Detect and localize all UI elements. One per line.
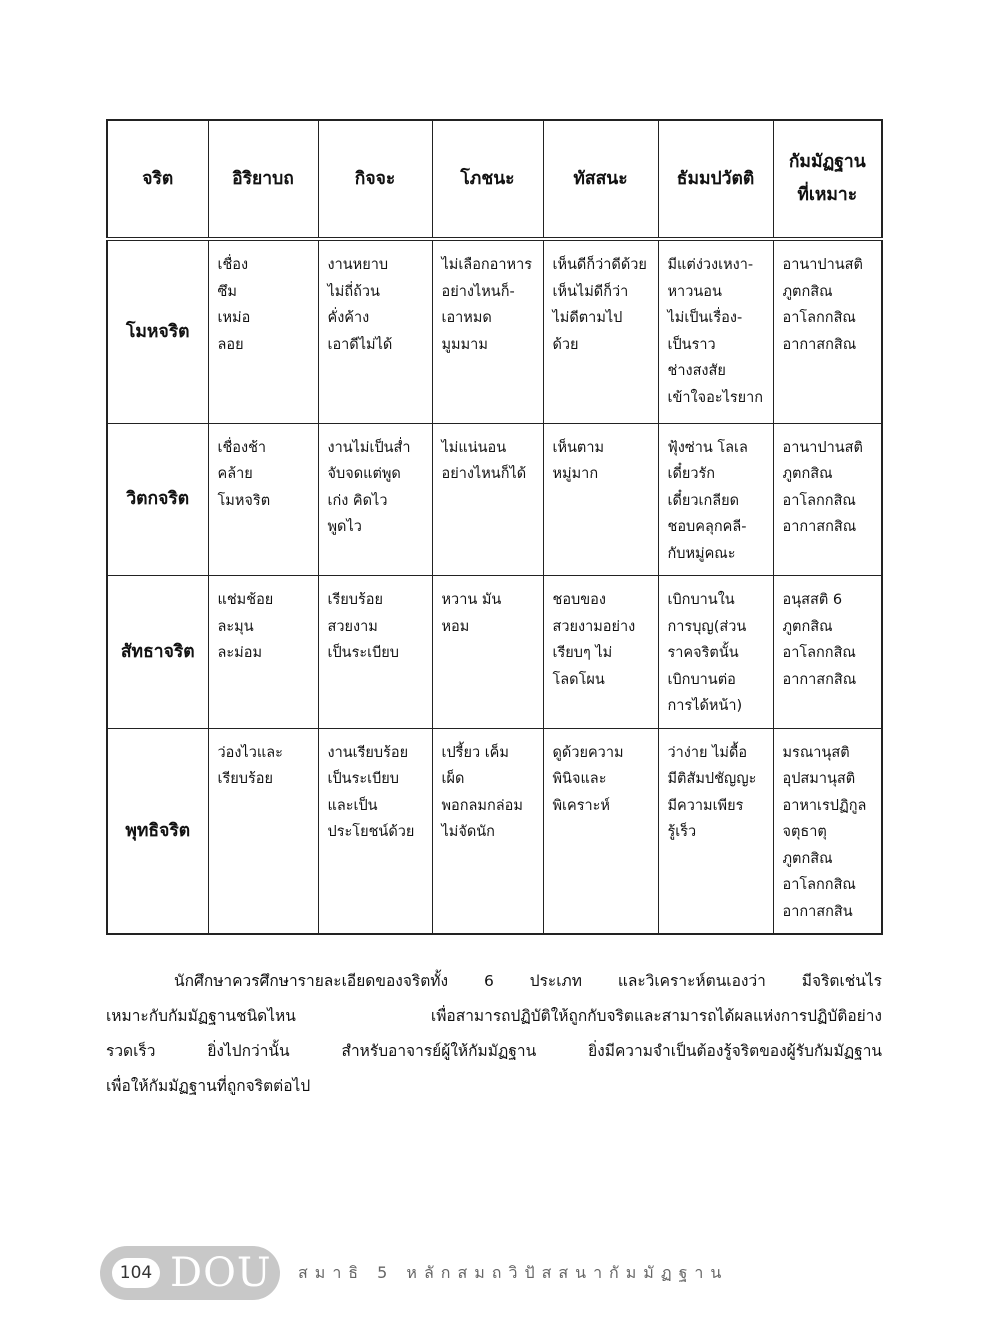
cell-line: เปรี้ยว เค็ม — [441, 744, 509, 761]
cell-line: เห็นตาม — [552, 439, 605, 456]
cell-line: จับจดแต่พูด — [327, 466, 401, 482]
cell-line: เอาหมด — [441, 310, 492, 326]
table-row — [107, 728, 882, 934]
cell-line: เผ็ด — [441, 771, 465, 787]
cell-line: ชอบของ — [552, 592, 606, 608]
cell-line: ไม่ถี่ถ้วน — [327, 283, 380, 300]
table-cell — [658, 239, 773, 423]
table-cell — [543, 728, 658, 934]
header-label: ที่เหมาะ — [797, 185, 858, 205]
cell-line: อากาสกสิณ — [782, 671, 857, 688]
header-suitable-kammatthana — [773, 120, 882, 239]
row-carita-name: พุทธิจริต — [107, 728, 208, 934]
cell-line: เห็นไม่ดีก็ว่า — [552, 283, 629, 300]
table-cell — [318, 576, 432, 729]
cell-line: เห็นดีก็ว่าดีด้วย — [552, 257, 647, 273]
cell-line: เอาดีไม่ได้ — [327, 336, 393, 353]
cell-line: เรียบร้อย — [327, 592, 383, 608]
table-cell — [543, 239, 658, 423]
cell-line: เดี๋ยวรัก — [667, 466, 716, 482]
cell-line: เป็นระเบียบ — [327, 645, 400, 661]
cell-line: เหม่อ — [217, 310, 251, 326]
cell-line: ภูตกสิณ — [782, 283, 833, 300]
cell-line: อุปสมานุสติ — [782, 771, 856, 787]
cell-line: มรณานุสติ — [782, 744, 850, 761]
cell-line: อย่างไหนก็ได้ — [441, 466, 527, 482]
cell-line: ภูตกสิณ — [782, 850, 833, 867]
cell-line: ฟุ้งซ่าน โลเล — [667, 439, 748, 456]
cell-line: เป็นราว — [667, 336, 716, 353]
row-carita-name: วิตกจริต — [107, 423, 208, 576]
table-cell — [208, 239, 318, 423]
header-bhojana — [432, 120, 543, 239]
dou-logo: DOU — [170, 1250, 272, 1296]
body-paragraph — [106, 964, 882, 1104]
table-cell — [658, 728, 773, 934]
header-label: ทัสสนะ — [573, 168, 628, 189]
cell-line: พอกลมกล่อม — [441, 797, 523, 814]
table-row — [107, 576, 882, 729]
cell-line: ไม่ดีตามไป — [552, 310, 623, 326]
table-cell — [658, 576, 773, 729]
table-cell — [543, 576, 658, 729]
table-cell — [432, 239, 543, 423]
header-label: กัมมัฏฐาน — [788, 152, 866, 172]
header-carita — [107, 120, 208, 239]
cell-line: ภูตกสิณ — [782, 466, 833, 482]
cell-line: เบิกบานใน — [667, 592, 735, 608]
cell-line: เรียบร้อย — [217, 771, 273, 787]
table-cell — [318, 239, 432, 423]
table-cell — [773, 423, 882, 576]
cell-line: มีแต่ง่วงเหงา- — [667, 257, 754, 273]
page-footer — [100, 1246, 900, 1300]
table-cell — [208, 576, 318, 729]
cell-line: พิเคราะห์ — [552, 797, 610, 814]
cell-line: ซึม — [217, 283, 237, 300]
cell-line: อาโลกกสิณ — [782, 877, 856, 893]
cell-line: จตุธาตุ — [782, 824, 827, 840]
cell-line: ว่าง่าย ไม่ดื้อ — [667, 744, 748, 761]
cell-line: หอม — [441, 618, 470, 635]
cell-line: รู้เร็ว — [667, 824, 697, 840]
cell-line: เก่ง คิดไว — [327, 492, 388, 509]
header-iriyapatha — [208, 120, 318, 239]
cell-line: มีติสัมปชัญญะ — [667, 771, 757, 787]
cell-line: สวยงาม — [327, 618, 378, 635]
header-label: ธัมมปวัตติ — [676, 168, 755, 189]
table-cell — [773, 728, 882, 934]
cell-line: อาโลกกสิณ — [782, 492, 856, 509]
table-cell — [773, 576, 882, 729]
characteristics-table — [106, 119, 883, 935]
page-number: 104 — [112, 1258, 160, 1288]
cell-line: ไม่เลือกอาหาร — [441, 257, 533, 273]
cell-line: หาวนอน — [667, 283, 722, 300]
table-cell — [658, 423, 773, 576]
cell-line: หมู่มาก — [552, 466, 599, 482]
cell-line: ภูตกสิณ — [782, 618, 833, 635]
cell-line: เบิกบานต่อ — [667, 671, 736, 688]
cell-line: ดูด้วยความ — [552, 744, 624, 761]
table-row — [107, 239, 882, 423]
cell-line: การบุญ(ส่วน — [667, 618, 747, 635]
table-cell — [208, 728, 318, 934]
cell-line: งานหยาบ — [327, 257, 389, 273]
header-label: อิริยาบถ — [232, 168, 294, 189]
cell-line: สวยงามอย่าง — [552, 618, 636, 635]
paragraph-line: รวดเร็ว ยิ่งไปกว่านั้น สำหรับอาจารย์ผู้ให้กัมมัฏฐาน ยิ่งมีความจำเป็นต้องรู้จริตของผู้รับกัมมัฏฐาน — [106, 1042, 882, 1060]
cell-line: เป็นระเบียบ — [327, 771, 400, 787]
header-label: กิจจะ — [354, 168, 396, 189]
cell-line: ละมุน — [217, 618, 254, 635]
cell-line: ชอบคลุกคลี- — [667, 519, 747, 535]
cell-line: หวาน มัน — [441, 592, 502, 608]
characteristics-table-container — [106, 119, 881, 935]
table-header-row — [107, 120, 882, 239]
cell-line: อย่างไหนก็- — [441, 283, 515, 300]
cell-line: พูดไว — [327, 519, 362, 535]
table-cell — [432, 576, 543, 729]
cell-line: เดี๋ยวเกลียด — [667, 492, 740, 509]
cell-line: อนุสสติ 6 — [782, 592, 843, 608]
cell-line: แช่มช้อย — [217, 592, 274, 608]
cell-line: อาโลกกสิณ — [782, 310, 856, 326]
cell-line: เข้าใจอะไรยาก — [667, 389, 764, 406]
cell-line: ไม่แน่นอน — [441, 439, 507, 456]
header-kicca — [318, 120, 432, 239]
cell-line: งานเรียบร้อย — [327, 744, 409, 761]
cell-line: อาโลกกสิณ — [782, 645, 856, 661]
table-cell — [318, 728, 432, 934]
cell-line: โลดโผน — [552, 671, 605, 688]
cell-line: อากาสกสิณ — [782, 519, 857, 535]
book-title: สมาธิ 5 หลักสมถวิปัสสนากัมมัฏฐาน — [298, 1263, 729, 1282]
paragraph-line: เหมาะกับกัมมัฏฐานชนิดไหน เพื่อสามารถปฏิบัติให้ถูกกับจริตและสามารถได้ผลแห่งการปฏิบัติอย่าง — [106, 1007, 882, 1025]
cell-line: อานาปานสติ — [782, 257, 863, 273]
paragraph-line: เพื่อให้กัมมัฏฐานที่ถูกจริตต่อไป — [106, 1077, 311, 1095]
cell-line: มูมมาม — [441, 336, 488, 353]
cell-line: อากาสกสิณ — [782, 336, 857, 353]
cell-line: ช่างสงสัย — [667, 363, 726, 379]
cell-line: เชื่อง — [217, 257, 249, 273]
cell-line: ไม่เป็นเรื่อง- — [667, 310, 743, 326]
cell-line: อาหาเรปฏิกูล — [782, 797, 867, 814]
cell-line: ด้วย — [552, 336, 579, 353]
header-dhammapavatti — [658, 120, 773, 239]
paragraph-line: นักศึกษาควรศึกษารายละเอียดของจริตทั้ง 6 ประเภท และวิเคราะห์ตนเองว่า มีจริตเช่นไร — [174, 972, 882, 990]
cell-line: ละม่อม — [217, 645, 262, 661]
footer-badge — [100, 1246, 280, 1300]
table-cell — [432, 728, 543, 934]
header-label: จริต — [142, 168, 174, 189]
cell-line: พินิจและ — [552, 771, 607, 787]
table-cell — [773, 239, 882, 423]
cell-line: งานไม่เป็นส่ำ — [327, 439, 411, 456]
table-row — [107, 423, 882, 576]
cell-line: คั่งค้าง — [327, 310, 370, 326]
cell-line: คล้าย — [217, 466, 253, 482]
cell-line: เชื่องช้า — [217, 439, 267, 456]
cell-line: ราคจริตนั้น — [667, 645, 739, 661]
cell-line: ไม่จัดนัก — [441, 824, 495, 840]
table-cell — [208, 423, 318, 576]
header-dassana — [543, 120, 658, 239]
cell-line: และเป็น — [327, 797, 378, 814]
table-cell — [318, 423, 432, 576]
cell-line: มีความเพียร — [667, 797, 744, 814]
header-label: โภชนะ — [460, 168, 515, 189]
cell-line: การได้หน้า) — [667, 698, 743, 714]
cell-line: ประโยชน์ด้วย — [327, 824, 415, 840]
cell-line: อากาสกสิน — [782, 903, 853, 920]
row-carita-name: โมหจริต — [107, 239, 208, 423]
table-cell — [432, 423, 543, 576]
cell-line: ว่องไวและ — [217, 744, 283, 761]
cell-line: ลอย — [217, 336, 244, 353]
cell-line: กับหมู่คณะ — [667, 545, 736, 562]
table-cell — [543, 423, 658, 576]
row-carita-name: สัทธาจริต — [107, 576, 208, 729]
cell-line: เรียบๆ ไม่ — [552, 645, 613, 661]
cell-line: โมหจริต — [217, 492, 271, 509]
cell-line: อานาปานสติ — [782, 439, 863, 456]
